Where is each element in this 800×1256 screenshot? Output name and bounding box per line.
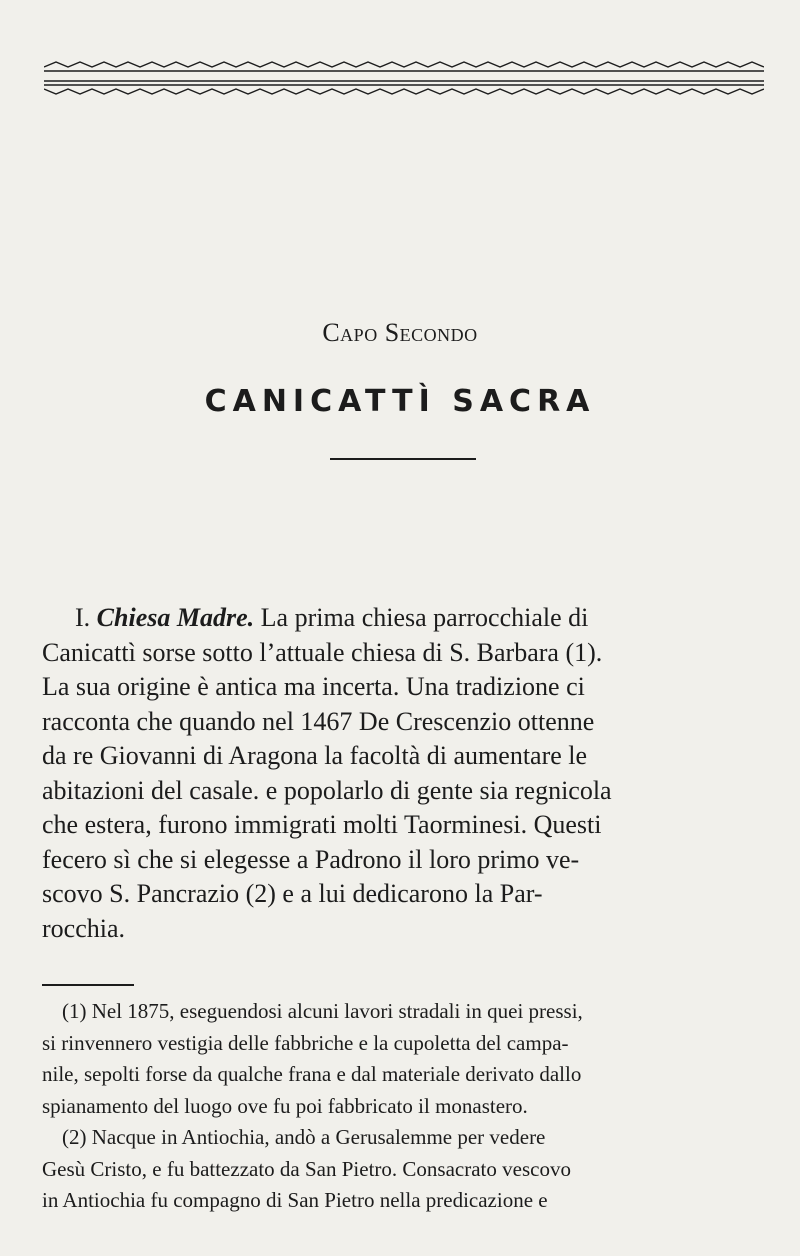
- title-divider: [330, 458, 476, 460]
- footnote-line: spianamento del luogo ove fu poi fabbricato il monastero.: [42, 1093, 528, 1118]
- footnote-line: in Antiochia fu compagno di San Pietro nella predicazione e: [42, 1188, 548, 1212]
- chapter-heading: Capo Secondo: [322, 318, 478, 347]
- footnote-line: nile, sepolti forse da qualche frana e dal materiale derivato dallo: [42, 1062, 582, 1086]
- footnote-line: (1) Nel 1875, eseguendosi alcuni lavori stradali in quei pressi,: [62, 999, 583, 1023]
- body-line: fecero sì che si elegesse a Padrono il loro primo ve-: [42, 844, 580, 874]
- footnote-divider: [42, 984, 134, 986]
- footnotes: [42, 996, 772, 1217]
- section-heading: Chiesa Madre.: [96, 603, 255, 632]
- decorative-header-border: [44, 56, 764, 100]
- section-body: [42, 601, 768, 946]
- footnote-2: [42, 1122, 772, 1217]
- body-line: da re Giovanni di Aragona la facoltà di aumentare le: [42, 741, 588, 770]
- body-line: [42, 601, 768, 636]
- footnote-line: si rinvennero vestigia delle fabbriche e la cupoletta del campa-: [42, 1030, 569, 1055]
- body-text: La prima chiesa parrocchiale di: [260, 603, 589, 632]
- body-line: scovo S. Pancrazio (2) e a lui dedicarono la Par-: [42, 879, 543, 908]
- body-line: che estera, furono immigrati molti Taorminesi. Questi: [42, 810, 602, 839]
- section-number: I.: [75, 603, 91, 632]
- body-line: abitazioni del casale. e popolarlo di gente sia regnicola: [42, 775, 612, 805]
- footnote-line: (2) Nacque in Antiochia, andò a Gerusalemme per vedere: [62, 1125, 546, 1149]
- body-line: Canicattì sorse sotto l’attuale chiesa di S. Barbara (1).: [42, 637, 603, 667]
- body-line: racconta che quando nel 1467 De Crescenzio ottenne: [42, 706, 595, 736]
- body-line: La sua origine è antica ma incerta. Una tradizione ci: [42, 672, 585, 701]
- footnote-line: Gesù Cristo, e fu battezzato da San Pietro. Consacrato vescovo: [42, 1156, 571, 1181]
- footnote-1: [42, 996, 772, 1122]
- chapter-title: CANICATTÌ SACRA: [204, 384, 596, 419]
- body-line: rocchia.: [42, 913, 126, 943]
